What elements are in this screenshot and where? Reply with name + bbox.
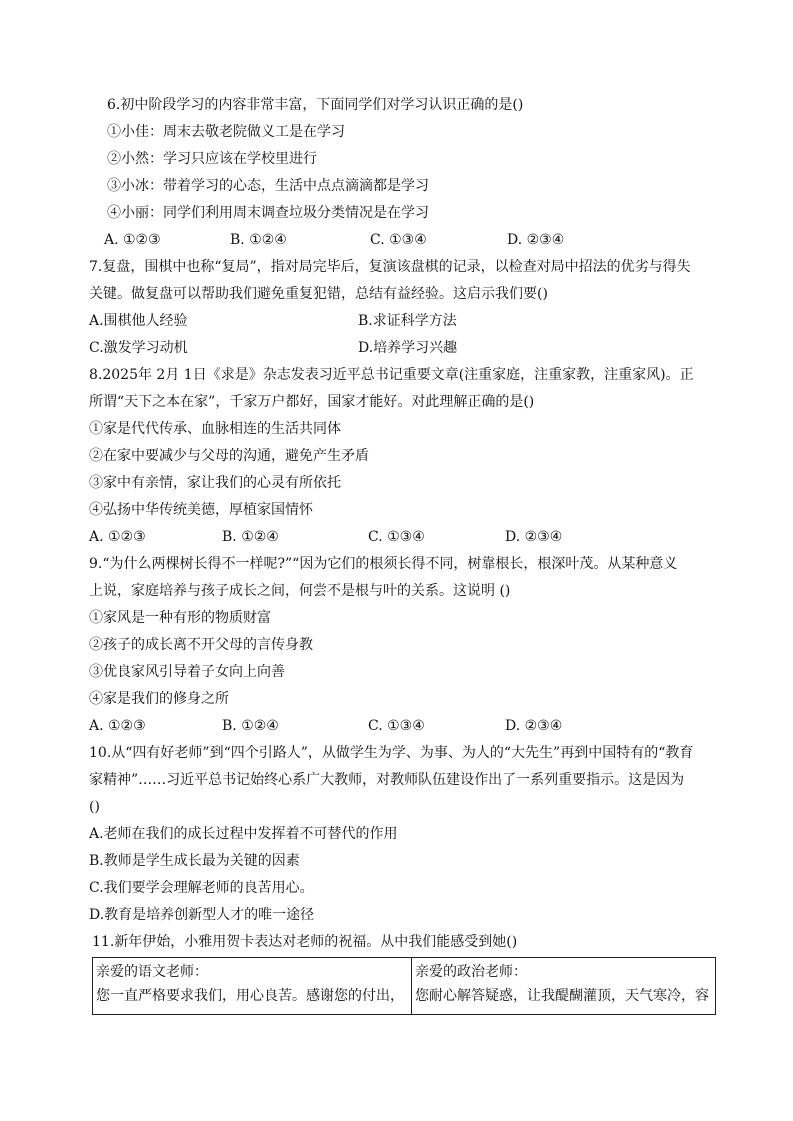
question-6-item-2: ②小然：学习只应该在学校里进行 (107, 151, 317, 167)
option-b: B. ①②④ (222, 529, 279, 545)
option-d: D.教育是培养创新型人才的唯一途径 (89, 907, 315, 923)
option-d: D. ②③④ (505, 718, 563, 734)
question-10-stem-line-1: 10.从“四有好老师”到“四个引路人”，从做学生为学、为事、为人的“大先生”再到中国特有的“教育 (89, 745, 694, 761)
question-9-item-2: ②孩子的成长离不开父母的言传身教 (89, 637, 313, 653)
question-6-item-4: ④小丽：同学们利用周末调查垃圾分类情况是在学习 (107, 205, 429, 221)
card-body: 您一直严格要求我们，用心良苦。感谢您的付出， (96, 988, 404, 1004)
question-7-options-row-2 (0, 338, 793, 358)
question-11-stem: 11.新年伊始，小雅用贺卡表达对老师的祝福。从中我们能感受到她() (92, 934, 518, 950)
question-9-item-3: ③优良家风引导着子女向上向善 (89, 664, 285, 680)
question-9-stem-line-2: 上说，家庭培养与孩子成长之间，何尝不是根与叶的关系。这说明 () (89, 583, 511, 599)
question-6-item-1: ①小佳：周末去敬老院做义工是在学习 (107, 124, 345, 140)
question-9-item-1: ①家风是一种有形的物质财富 (89, 610, 271, 626)
option-a: A. ①②③ (89, 718, 146, 734)
card-body: 您耐心解答疑惑，让我醍醐灌顶，天气寒冷，容 (415, 988, 709, 1004)
question-8-item-1: ①家是代代传承、血脉相连的生活共同体 (89, 421, 341, 437)
question-6-item-3: ③小冰：带着学习的心态，生活中点点滴滴都是学习 (107, 178, 429, 194)
question-8-item-2: ②在家中要减少与父母的沟通，避免产生矛盾 (89, 448, 369, 464)
question-9-stem-line-1: 9.“为什么两棵树长得不一样呢?”“因为它们的根须长得不同，树靠根长，根深叶茂。从某种意义 (89, 556, 678, 572)
card-title: 亲爱的政治老师： (415, 964, 527, 980)
question-8-stem-line-2: 所谓“天下之本在家”，千家万户都好，国家才能好。对此理解正确的是() (89, 394, 535, 410)
card-cell-politics-teacher (412, 958, 716, 1015)
option-d: D. ②③④ (505, 529, 563, 545)
option-a: A. ①②③ (89, 529, 146, 545)
question-7-stem-line-2: 关键。做复盘可以帮助我们避免重复犯错，总结有益经验。这启示我们要() (89, 286, 548, 302)
question-8-item-4: ④弘扬中华传统美德，厚植家国情怀 (89, 502, 313, 518)
option-b: B. ①②④ (222, 718, 279, 734)
option-a: A.围棋他人经验 (89, 313, 188, 329)
option-d: D. ②③④ (507, 232, 565, 248)
option-c: C. ①③④ (368, 718, 425, 734)
option-c: C. ①③④ (370, 232, 427, 248)
question-6-stem: 6.初中阶段学习的内容非常丰富，下面同学们对学习认识正确的是() (107, 97, 524, 113)
question-8-item-3: ③家中有亲情，家让我们的心灵有所依托 (89, 475, 341, 491)
card-cell-chinese-teacher (93, 958, 412, 1015)
question-9-options (0, 716, 793, 736)
option-a: A.老师在我们的成长过程中发挥着不可替代的作用 (89, 826, 398, 842)
question-8-options (0, 527, 793, 547)
question-7-options-row-1 (0, 311, 793, 331)
question-8-stem-line-1: 8.2025年 2月 1日《求是》杂志发表习近平总书记重要文章(注重家庭，注重家教，注重家风)。正 (89, 367, 694, 383)
option-c: C.激发学习动机 (89, 340, 188, 356)
option-c: C.我们要学会理解老师的良苦用心。 (89, 880, 314, 896)
option-b: B. ①②④ (230, 232, 287, 248)
question-7-stem-line-1: 7.复盘，围棋中也称“复局”，指对局完毕后，复演该盘棋的记录，以检查对局中招法的优劣与得失 (89, 259, 691, 275)
option-b: B.求证科学方法 (358, 313, 457, 329)
option-c: C. ①③④ (368, 529, 425, 545)
option-a: A. ①②③ (104, 232, 161, 248)
question-10-stem-line-3: () (89, 799, 100, 815)
card-title: 亲爱的语文老师： (96, 964, 208, 980)
question-10-stem-line-2: 家精神”……习近平总书记始终心系广大教师，对教师队伍建设作出了一系列重要指示。这是因为 (89, 772, 685, 788)
question-6-options (0, 230, 793, 250)
option-d: D.培养学习兴趣 (358, 340, 458, 356)
question-9-item-4: ④家是我们的修身之所 (89, 691, 229, 707)
greeting-card-table (92, 957, 716, 1015)
option-b: B.教师是学生成长最为关键的因素 (89, 853, 300, 869)
